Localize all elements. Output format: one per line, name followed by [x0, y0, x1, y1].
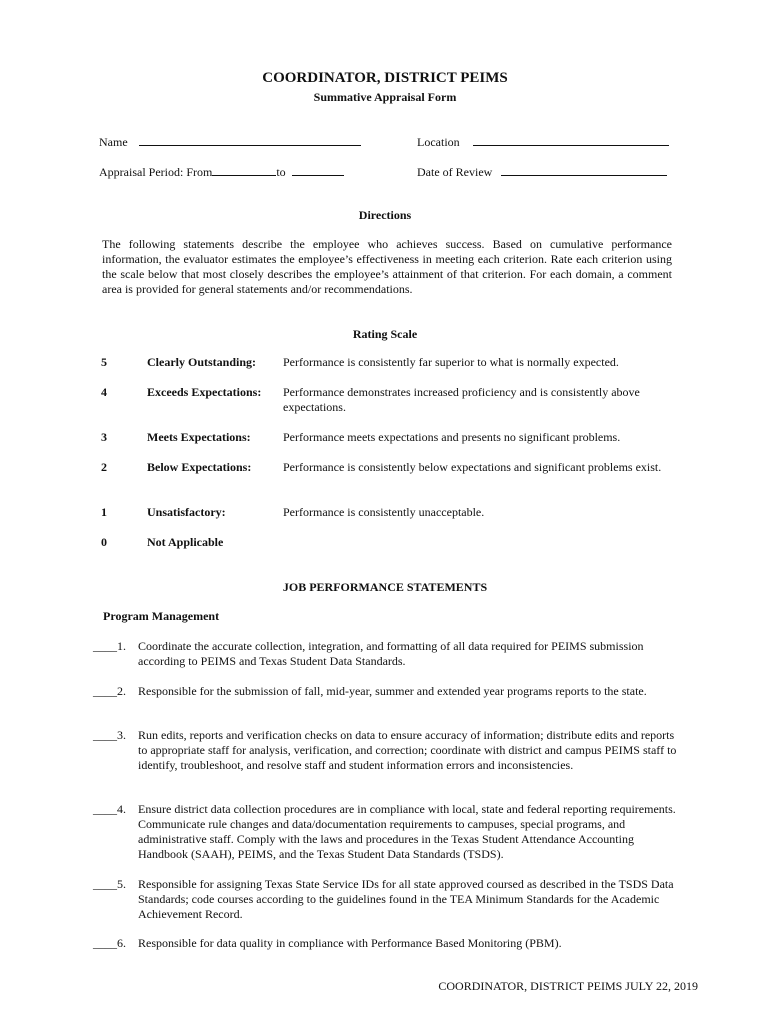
statement-text: Responsible for assigning Texas State Service IDs for all state approved coursed as described in the TSDS Data Standards; code courses according to the guidelines found in the TEA Minimum Standards for the Academic Achievement Record. [138, 877, 674, 921]
rating-label: Clearly Outstanding: [147, 355, 257, 369]
form-subtitle: Summative Appraisal Form [313, 90, 457, 104]
period-to-blank[interactable] [292, 163, 344, 176]
name-field [99, 133, 361, 150]
rating-scale-heading: Rating Scale [352, 327, 418, 341]
name-blank[interactable] [139, 133, 361, 146]
review-date-blank[interactable] [501, 163, 667, 176]
period-to-label: to [276, 165, 286, 179]
rating-number: 5 [101, 355, 107, 369]
statement-text: Responsible for data quality in compliance with Performance Based Monitoring (PBM). [138, 936, 562, 950]
rating-description: Performance is consistently far superior to what is normally expected. [283, 355, 619, 369]
rating-label: Not Applicable [147, 535, 224, 549]
period-label: Appraisal Period: From [99, 165, 213, 179]
rating-number: 0 [101, 535, 107, 549]
page-footer: COORDINATOR, DISTRICT PEIMS JULY 22, 2019 [438, 979, 698, 993]
rating-number: 3 [101, 430, 107, 444]
rating-description: Performance is consistently unacceptable. [283, 505, 485, 519]
program-management-heading: Program Management [103, 609, 220, 623]
rating-label: Unsatisfactory: [147, 505, 226, 519]
rating-number: 1 [101, 505, 107, 519]
statement-rating-blank[interactable]: ____6. [93, 936, 126, 950]
appraisal-period-field [99, 163, 344, 180]
rating-label: Meets Expectations: [147, 430, 251, 444]
rating-description: Performance is consistently below expectations and significant problems exist. [283, 460, 662, 474]
rating-description: Performance demonstrates increased proficiency and is consistently above expectations. [283, 385, 640, 414]
rating-number: 2 [101, 460, 107, 474]
statement-text: Run edits, reports and verification checks on data to ensure accuracy of information; distribute edits and reports to appropriate staff for analysis, verification, and correction; coordinate with district and campus PEIMS staff to identify, troubleshoot, and resolve staff and student information errors and inconsistencies. [138, 728, 677, 772]
date-of-review-field [417, 163, 667, 180]
location-label: Location [417, 135, 460, 149]
name-label: Name [99, 135, 128, 149]
statement-text: Responsible for the submission of fall, mid-year, summer and extended year programs reports to the state. [138, 684, 647, 698]
rating-number: 4 [101, 385, 107, 399]
rating-label: Below Expectations: [147, 460, 252, 474]
directions-heading: Directions [358, 208, 412, 222]
rating-description: Performance meets expectations and presents no significant problems. [283, 430, 621, 444]
statement-rating-blank[interactable]: ____3. [93, 728, 126, 742]
statement-text: Ensure district data collection procedures are in compliance with local, state and federal reporting requirements. Communicate rule changes and data/documentation requirements to campuses, special programs, and administrative staff. Comply with the laws and procedures in the Texas Student Attendance Accounting Handbook (SAAH), PEIMS, and the Texas Student Data Standards (TSDS). [138, 802, 676, 861]
location-blank[interactable] [473, 133, 669, 146]
rating-label: Exceeds Expectations: [147, 385, 262, 399]
statement-rating-blank[interactable]: ____1. [93, 639, 126, 653]
form-title: COORDINATOR, DISTRICT PEIMS [262, 70, 508, 86]
location-field [417, 133, 669, 150]
job-performance-heading: JOB PERFORMANCE STATEMENTS [282, 580, 488, 594]
directions-text: The following statements describe the employee who achieves success. Based on cumulative performance information, the evaluator estimates the employee’s effectiveness in meeting each criterion. Rate each criterion using the scale below that most closely describes the employee’s attainment of that criterion. For each domain, a comment area is provided for general statements and/or recommendations. [102, 237, 672, 296]
statement-rating-blank[interactable]: ____5. [93, 877, 126, 891]
review-label: Date of Review [417, 165, 493, 179]
period-from-blank[interactable] [212, 163, 276, 176]
statement-text: Coordinate the accurate collection, integration, and formatting of all data required for PEIMS submission according to PEIMS and Texas Student Data Standards. [138, 639, 644, 668]
statement-rating-blank[interactable]: ____2. [93, 684, 126, 698]
statement-rating-blank[interactable]: ____4. [93, 802, 126, 816]
